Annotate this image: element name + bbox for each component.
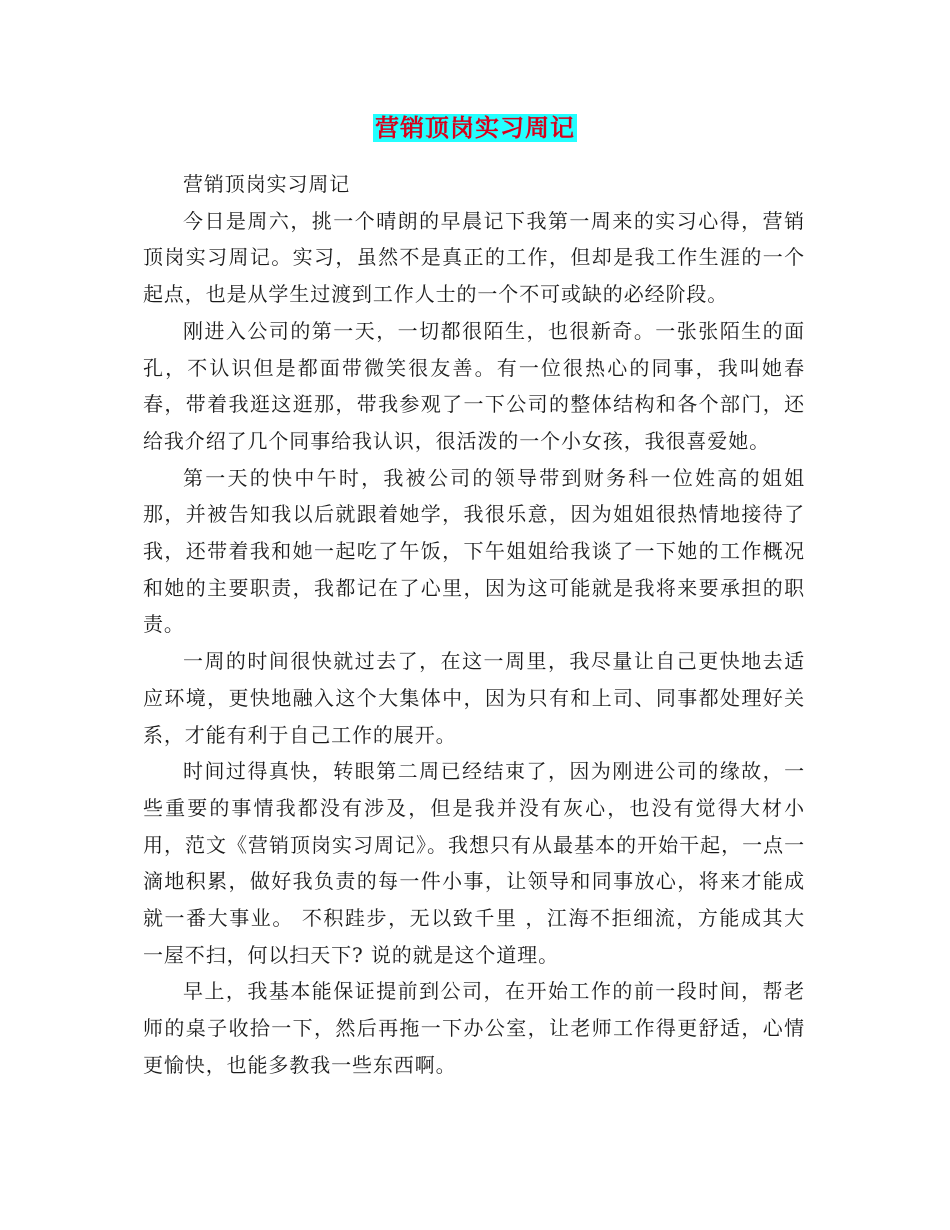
paragraph: 刚进入公司的第一天，一切都很陌生，也很新奇。一张张陌生的面孔，不认识但是都面带微笑很友善。有一位很热心的同事，我叫她春春，带着我逛这逛那，带我参观了一下公司的整体结构和各个部门，还给我介绍了几个同事给我认识，很活泼的一个小女孩，我很喜爱她。 bbox=[143, 318, 805, 453]
document-title bbox=[0, 110, 950, 146]
paragraph: 今日是周六，挑一个晴朗的早晨记下我第一周来的实习心得，营销顶岗实习周记。实习，虽然不是真正的工作，但却是我工作生涯的一个起点，也是从学生过渡到工作人士的一个不可或缺的必经阶段。 bbox=[143, 208, 805, 307]
paragraph-subtitle: 营销顶岗实习周记 bbox=[183, 172, 351, 196]
paragraph: 一周的时间很快就过去了，在这一周里，我尽量让自己更快地去适应环境，更快地融入这个大集体中，因为只有和上司、同事都处理好关系，才能有利于自己工作的展开。 bbox=[143, 649, 805, 747]
paragraph: 第一天的快中午时，我被公司的领导带到财务科一位姓高的姐姐那，并被告知我以后就跟着她学，我很乐意，因为姐姐很热情地接待了我，还带着我和她一起吃了午饭，下午姐姐给我谈了一下她的工作概况和她的主要职责，我都记在了心里，因为这可能就是我将来要承担的职责。 bbox=[143, 465, 805, 637]
paragraph: 时间过得真快，转眼第二周已经结束了，因为刚进公司的缘故，一些重要的事情我都没有涉及，但是我并没有灰心，也没有觉得大材小用，范文《营销顶岗实习周记》。我想只有从最基本的开始干起，一点一滴地积累，做好我负责的每一件小事，让领导和同事放心，将来才能成就一番大事业。 不积跬步，无以致千里 ，江海不拒细流，方能成其大 一屋不扫，何以扫天下? 说的就是这个道理。 bbox=[143, 759, 805, 967]
paragraph: 早上，我基本能保证提前到公司，在开始工作的前一段时间，帮老师的桌子收拾一下，然后再拖一下办公室，让老师工作得更舒适，心情更愉快，也能多教我一些东西啊。 bbox=[143, 979, 805, 1077]
document-body bbox=[143, 166, 805, 1084]
document-title-text: 营销顶岗实习周记 bbox=[375, 114, 575, 142]
